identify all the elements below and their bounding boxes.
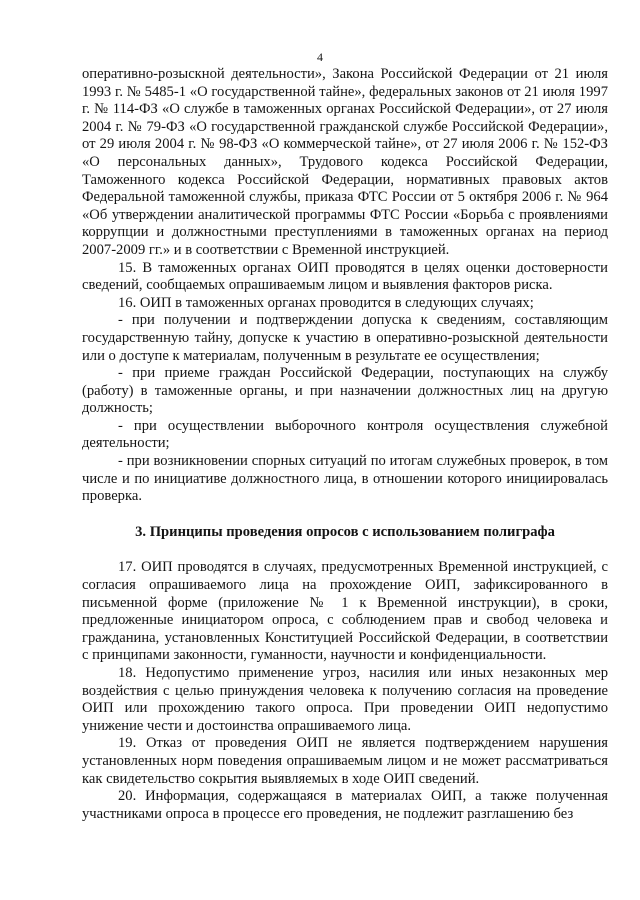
- document-body: [82, 66, 608, 823]
- paragraph-20: 20. Информация, содержащаяся в материалах ОИП, а также полученная участниками опроса в процессе его проведения, не подлежит разглашению без: [82, 788, 608, 822]
- paragraph-19: 19. Отказ от проведения ОИП не является подтверждением нарушения установленных норм поведения опрашиваемым лицом и не может рассматриваться как свидетельство сокрытия выявляемых в ходе ОИП сведений.: [82, 735, 608, 787]
- section-heading: 3. Принципы проведения опросов с использованием полиграфа: [135, 523, 555, 540]
- page-number: 4: [317, 50, 323, 64]
- paragraph-17: 17. ОИП проводятся в случаях, предусмотренных Временной инструкцией, с согласия опрашиваемого лица на прохождение ОИП, зафиксированного в письменной форме (приложение № 1 к Временной инструкции), в сроки, предложенные инициатором опроса, с соблюдением прав и свобод человека и гражданина, установленных Конституцией Российской Федерации, в соответствии с принципами законности, гуманности, научности и конфиденциальности.: [82, 559, 608, 664]
- paragraph-15: 15. В таможенных органах ОИП проводятся в целях оценки достоверности сведений, сообщаемых опрашиваемым лицом и выявления факторов риска.: [82, 259, 608, 294]
- list-item-hiring: - при приеме граждан Российской Федерации, поступающих на службу (работу) в таможенные органы, и при назначении должностных лиц на другую должность;: [82, 365, 608, 417]
- list-item-disputes: - при возникновении спорных ситуаций по итогам служебных проверок, в том числе и по инициативе должностного лица, в отношении которого инициировалась проверка.: [82, 453, 608, 505]
- paragraph-18: 18. Недопустимо применение угроз, насилия или иных незаконных мер воздействия с целью принуждения человека к получению согласия на проведение ОИП или прохождению такого опроса. При проведении ОИП недопустимо унижение чести и достоинства опрашиваемого лица.: [82, 665, 608, 734]
- paragraph-16: 16. ОИП в таможенных органах проводится в следующих случаях;: [118, 294, 534, 311]
- list-item-selective-control: - при осуществлении выборочного контроля осуществления служебной деятельности;: [82, 417, 608, 452]
- paragraph-laws-continuation: оперативно-розыскной деятельности», Закона Российской Федерации от 21 июля 1993 г. № 5485-1 «О государственной тайне», федеральных законов от 21 июля 1997 г. № 114-ФЗ «О службе в таможенных органах Российской Федерации», от 27 июля 2004 г. № 79-ФЗ «О государственной гражданской службе Российской Федерации», от 29 июля 2004 г. № 98-ФЗ «О коммерческой тайне», от 27 июля 2006 г. № 152-ФЗ «О персональных данных», Трудового кодекса Российской Федерации, Таможенного кодекса Российской Федерации, нормативных правовых актов Федеральной таможенной службы, приказа ФТС России от 5 октября 2006 г. № 964 «Об утверждении аналитической программы ФТС России «Борьба с проявлениями коррупции и должностными преступлениями в таможенных органах на период 2007-2009 гг.» и в соответствии с Временной инструкцией.: [82, 66, 608, 258]
- list-item-state-secret: - при получении и подтверждении допуска к сведениям, составляющим государственную тайну, допуске к участию в оперативно-розыскной деятельности или о доступе к материалам, полученным в результате ее осуществления;: [82, 312, 608, 364]
